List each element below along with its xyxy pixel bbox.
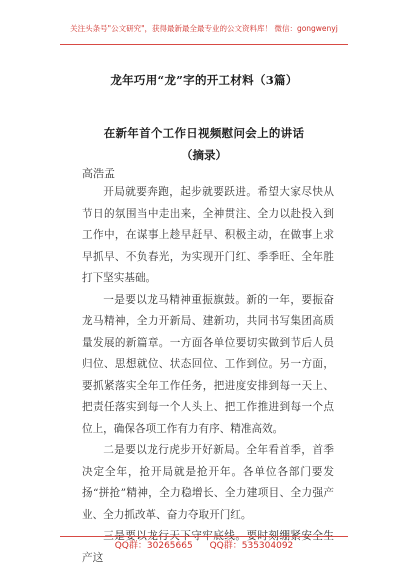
footer-contact <box>0 538 408 551</box>
header-divider <box>60 44 348 45</box>
body-paragraph: 三是要以龙行天下守牢底线。要时刻绷紧安全生产这 <box>82 530 334 564</box>
footer-qq-group-1: QQ群：30265665 <box>114 541 193 551</box>
header-promo-text: 关注头条号"公文研究"，获得最新最全最专业的公文资料库！ 微信：gongwenyj <box>70 24 338 33</box>
body-paragraph: 一是要以龙马精神重振旗鼓。新的一年，要振奋龙马精神，全力开新局、建新功，共同书写集团高质量发展的新篇章。一方面各单位要切实做到节后人员归位、思想就位、状态回位、工作到位。另一方面，要抓紧落实全年工作任务，把进度安排到每一天上、把责任落实到每一个人头上、把工作推进到每一个点位上，确保各项工作有力有序、精准高效。 <box>82 293 334 435</box>
footer-divider <box>60 536 348 537</box>
document-body <box>82 182 334 569</box>
document-title: 龙年巧用“龙”字的开工材料（3篇） <box>110 73 298 87</box>
section-title: 在新年首个工作日视频慰问会上的讲话 <box>103 126 305 140</box>
section-subtitle: （摘录） <box>181 148 227 162</box>
body-paragraph: 二是要以龙行虎步开好新局。全年看首季，首季决定全年，抢开局就是抢开年。各单位各部门要发扬“拼抢”精神，全力稳增长、全力建项目、全力强产业、全力抓改革、奋力夺取开门红。 <box>82 444 334 521</box>
author-name: 高浩孟 <box>82 167 115 180</box>
body-paragraph: 开局就要奔跑，起步就要跃进。希望大家尽快从节日的氛围当中走出来，全神贯注、全力以赴投入到工作中，在谋事上趁早赶早、积极主动，在做事上求早抓早、不负春光，为实现开门红、季季旺、全年胜打下坚实基础。 <box>82 186 334 284</box>
footer-qq-group-2: QQ群：535304092 <box>209 541 294 551</box>
